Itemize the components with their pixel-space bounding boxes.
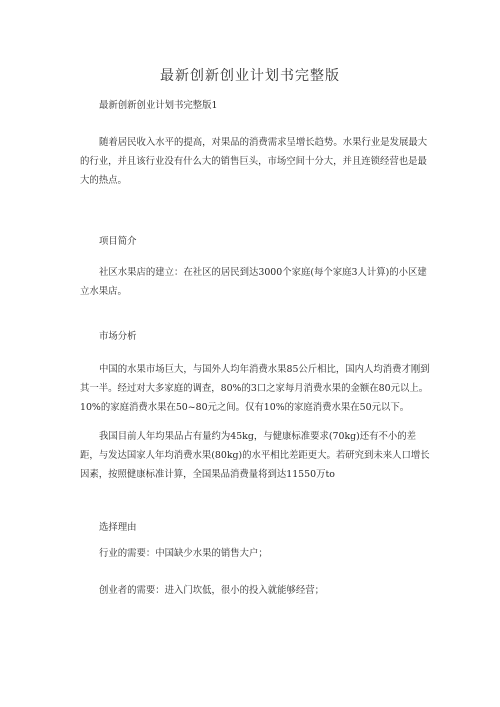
document-title: 最新创新创业计划书完整版 (160, 68, 340, 84)
paragraph-project: 社区水果店的建立：在社区的居民到达3000个家庭(每个家庭3人计算)的小区建立水果店。 (80, 267, 427, 297)
heading-reasons: 选择理由 (99, 522, 137, 533)
heading-market-analysis: 市场分析 (99, 331, 137, 342)
paragraph-market-2: 我国目前人年均果品占有量约为45kg，与健康标准要求(70kg)还有不小的差距，与发达国家人年均消费水果(80kg)的水平相比差距更大。若研究到未来人口增长因素，按照健康标准计算，全国果品消费量将到达11550万to (80, 431, 430, 480)
document-subtitle: 最新创新创业计划书完整版1 (99, 100, 218, 111)
heading-project-intro: 项目简介 (99, 236, 137, 247)
paragraph-market-1: 中国的水果市场巨大，与国外人均年消费水果85公斤相比，国内人均消费才刚到其一半。经过对大多家庭的调查，80%的3口之家每月消费水果的金额在80元以上。10%的家庭消费水果在50~80元之间。仅有10%的家庭消费水果在50元以下。 (80, 364, 430, 413)
reason-founder: 创业者的需要：进入门坎低，很小的投入就能够经营； (99, 585, 325, 596)
paragraph-intro: 随着居民收入水平的提高，对果品的消费需求呈增长趋势。水果行业是发展最大的行业，并且该行业没有什么大的销售巨头，市场空间十分大，并且连锁经营也是最大的热点。 (80, 137, 428, 186)
reason-industry: 行业的需要：中国缺少水果的销售大户； (99, 548, 268, 559)
